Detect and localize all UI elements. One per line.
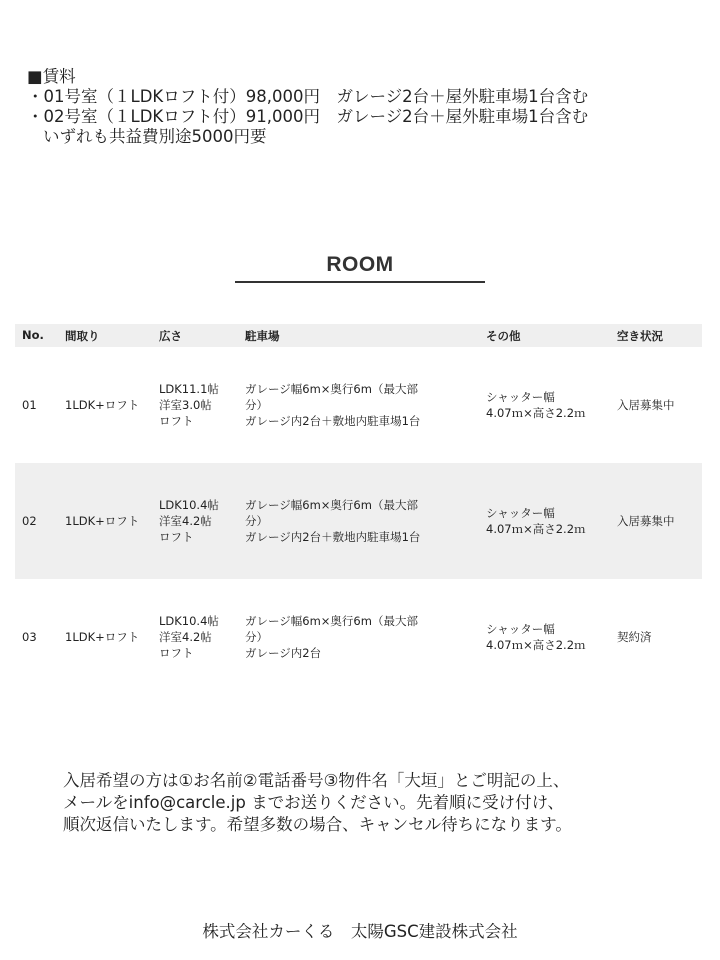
room-title: ROOM	[326, 253, 394, 276]
header-area: 広さ	[159, 329, 182, 343]
row-plan: 1LDK+ロフト	[65, 630, 140, 644]
parking-capacity: ガレージ内2台＋敷地内駐車場1台	[245, 530, 421, 544]
other-shutter: シャッター幅	[486, 390, 555, 404]
row-area	[159, 497, 219, 545]
row-other	[486, 389, 586, 421]
row-parking	[245, 613, 418, 661]
area-loft: ロフト	[159, 414, 194, 428]
table-row	[15, 463, 702, 579]
header-plan: 間取り	[65, 329, 100, 343]
header-other: その他	[486, 329, 521, 343]
area-ldk: LDK10.4帖	[159, 498, 219, 512]
row-other	[486, 505, 586, 537]
row-parking	[245, 381, 420, 429]
parking-size: ガレージ幅6m×奥行6m（最大部	[245, 614, 418, 628]
rent-line-room-02: ・02号室（１LDKロフト付）91,000円 ガレージ2台＋屋外駐車場1台含む	[27, 107, 589, 126]
area-western-room: 洋室4.2帖	[159, 514, 212, 528]
area-ldk: LDK10.4帖	[159, 614, 219, 628]
room-title-underline	[235, 281, 485, 283]
row-no: 02	[22, 514, 37, 528]
other-shutter-size: 4.07ｍ×高さ2.2ｍ	[486, 638, 586, 652]
row-no: 01	[22, 398, 37, 412]
rent-note: いずれも共益費別途5000円要	[43, 127, 267, 146]
other-shutter: シャッター幅	[486, 622, 555, 636]
rent-line-room-01: ・01号室（１LDKロフト付）98,000円 ガレージ2台＋屋外駐車場1台含む	[27, 87, 589, 106]
row-status: 入居募集中	[617, 514, 675, 528]
footer-companies: 株式会社カーくる 太陽GSC建設株式会社	[202, 922, 518, 941]
row-status: 入居募集中	[617, 398, 675, 412]
parking-size: ガレージ幅6m×奥行6m（最大部	[245, 382, 418, 396]
table-header	[15, 324, 702, 347]
parking-capacity: ガレージ内2台	[245, 646, 322, 660]
parking-size-cont: 分）	[245, 514, 268, 528]
row-no: 03	[22, 630, 37, 644]
rent-heading: ■賃料	[27, 67, 76, 86]
parking-capacity: ガレージ内2台＋敷地内駐車場1台	[245, 414, 421, 428]
application-notice	[63, 770, 572, 836]
notice-line-3: 順次返信いたします。希望多数の場合、キャンセル待ちになります。	[63, 815, 572, 834]
row-area	[159, 613, 219, 661]
table-row	[15, 347, 702, 463]
row-other	[486, 621, 586, 653]
row-plan: 1LDK+ロフト	[65, 514, 140, 528]
area-loft: ロフト	[159, 646, 194, 660]
row-plan: 1LDK+ロフト	[65, 398, 140, 412]
area-western-room: 洋室3.0帖	[159, 398, 212, 412]
other-shutter-size: 4.07ｍ×高さ2.2ｍ	[486, 522, 586, 536]
row-area	[159, 381, 219, 429]
parking-size-cont: 分）	[245, 630, 268, 644]
parking-size-cont: 分）	[245, 398, 268, 412]
row-status: 契約済	[617, 630, 652, 644]
notice-line-1: 入居希望の方は①お名前②電話番号③物件名「大垣」とご明記の上、	[63, 771, 570, 790]
parking-size: ガレージ幅6m×奥行6m（最大部	[245, 498, 418, 512]
rent-section	[27, 67, 588, 147]
area-ldk: LDK11.1帖	[159, 382, 219, 396]
room-table	[15, 324, 702, 695]
area-western-room: 洋室4.2帖	[159, 630, 212, 644]
header-no: No.	[22, 328, 44, 342]
other-shutter-size: 4.07ｍ×高さ2.2ｍ	[486, 406, 586, 420]
table-row	[15, 579, 702, 695]
area-loft: ロフト	[159, 530, 194, 544]
header-status: 空き状況	[617, 329, 663, 343]
header-parking: 駐車場	[245, 329, 280, 343]
row-parking	[245, 497, 420, 545]
notice-line-2: メールをinfo@carcle.jp までお送りください。先着順に受け付け、	[63, 793, 564, 812]
other-shutter: シャッター幅	[486, 506, 555, 520]
